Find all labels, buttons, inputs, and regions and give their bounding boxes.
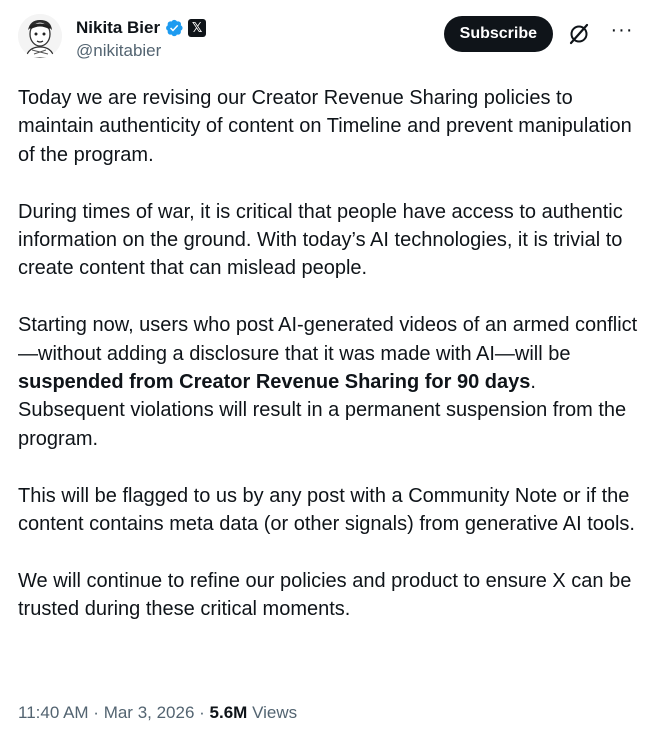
display-name-row	[76, 16, 206, 40]
more-icon[interactable]: ···	[610, 19, 634, 41]
post-paragraph-3-bold: suspended from Creator Revenue Sharing for 90 days	[18, 371, 531, 394]
author-block	[76, 16, 206, 61]
post-paragraph-4: This will be flagged to us by any post with a Community Note or if the content contains meta data (or other signals) from generative AI tools.	[18, 484, 635, 536]
post-meta	[18, 703, 297, 723]
display-name[interactable]: Nikita Bier	[76, 18, 161, 37]
post-paragraph-3-start: Starting now, users who post AI-generated videos of an armed conflict—without adding a disclosure that it was made with AI—will be	[18, 314, 638, 365]
post-text	[18, 84, 638, 652]
tweet-header	[18, 14, 635, 66]
views-label: Views	[252, 703, 298, 722]
verified-badge-icon[interactable]	[164, 18, 184, 38]
subscribe-button[interactable]: Subscribe	[444, 16, 553, 52]
post-paragraph-3	[18, 311, 638, 453]
post-paragraph-5: We will continue to refine our policies and product to ensure X can be trusted during these critical moments.	[18, 569, 632, 621]
handle[interactable]: @nikitabier	[76, 41, 162, 60]
x-affiliate-badge-icon[interactable]: 𝕏	[188, 19, 206, 37]
meta-separator: ·	[88, 703, 104, 722]
post-paragraph-1: Today we are revising our Creator Revenue Sharing policies to maintain authenticity of content on Timeline and prevent manipulation of the program.	[18, 87, 632, 166]
avatar-sketch-icon	[18, 14, 62, 58]
post-paragraph-3-end: . Subsequent violations will result in a permanent suspension from the program.	[18, 371, 627, 450]
avatar[interactable]	[18, 14, 62, 58]
meta-separator-2: ·	[194, 703, 210, 722]
grok-icon[interactable]	[567, 22, 591, 46]
post-date[interactable]: Mar 3, 2026	[103, 703, 195, 722]
post-paragraph-2: During times of war, it is critical that people have access to authentic information on the ground. With today’s AI technologies, it is trivial to create content that can mislead people.	[18, 200, 623, 280]
views-count[interactable]: 5.6M	[209, 703, 248, 722]
post-time[interactable]: 11:40 AM	[18, 703, 89, 722]
